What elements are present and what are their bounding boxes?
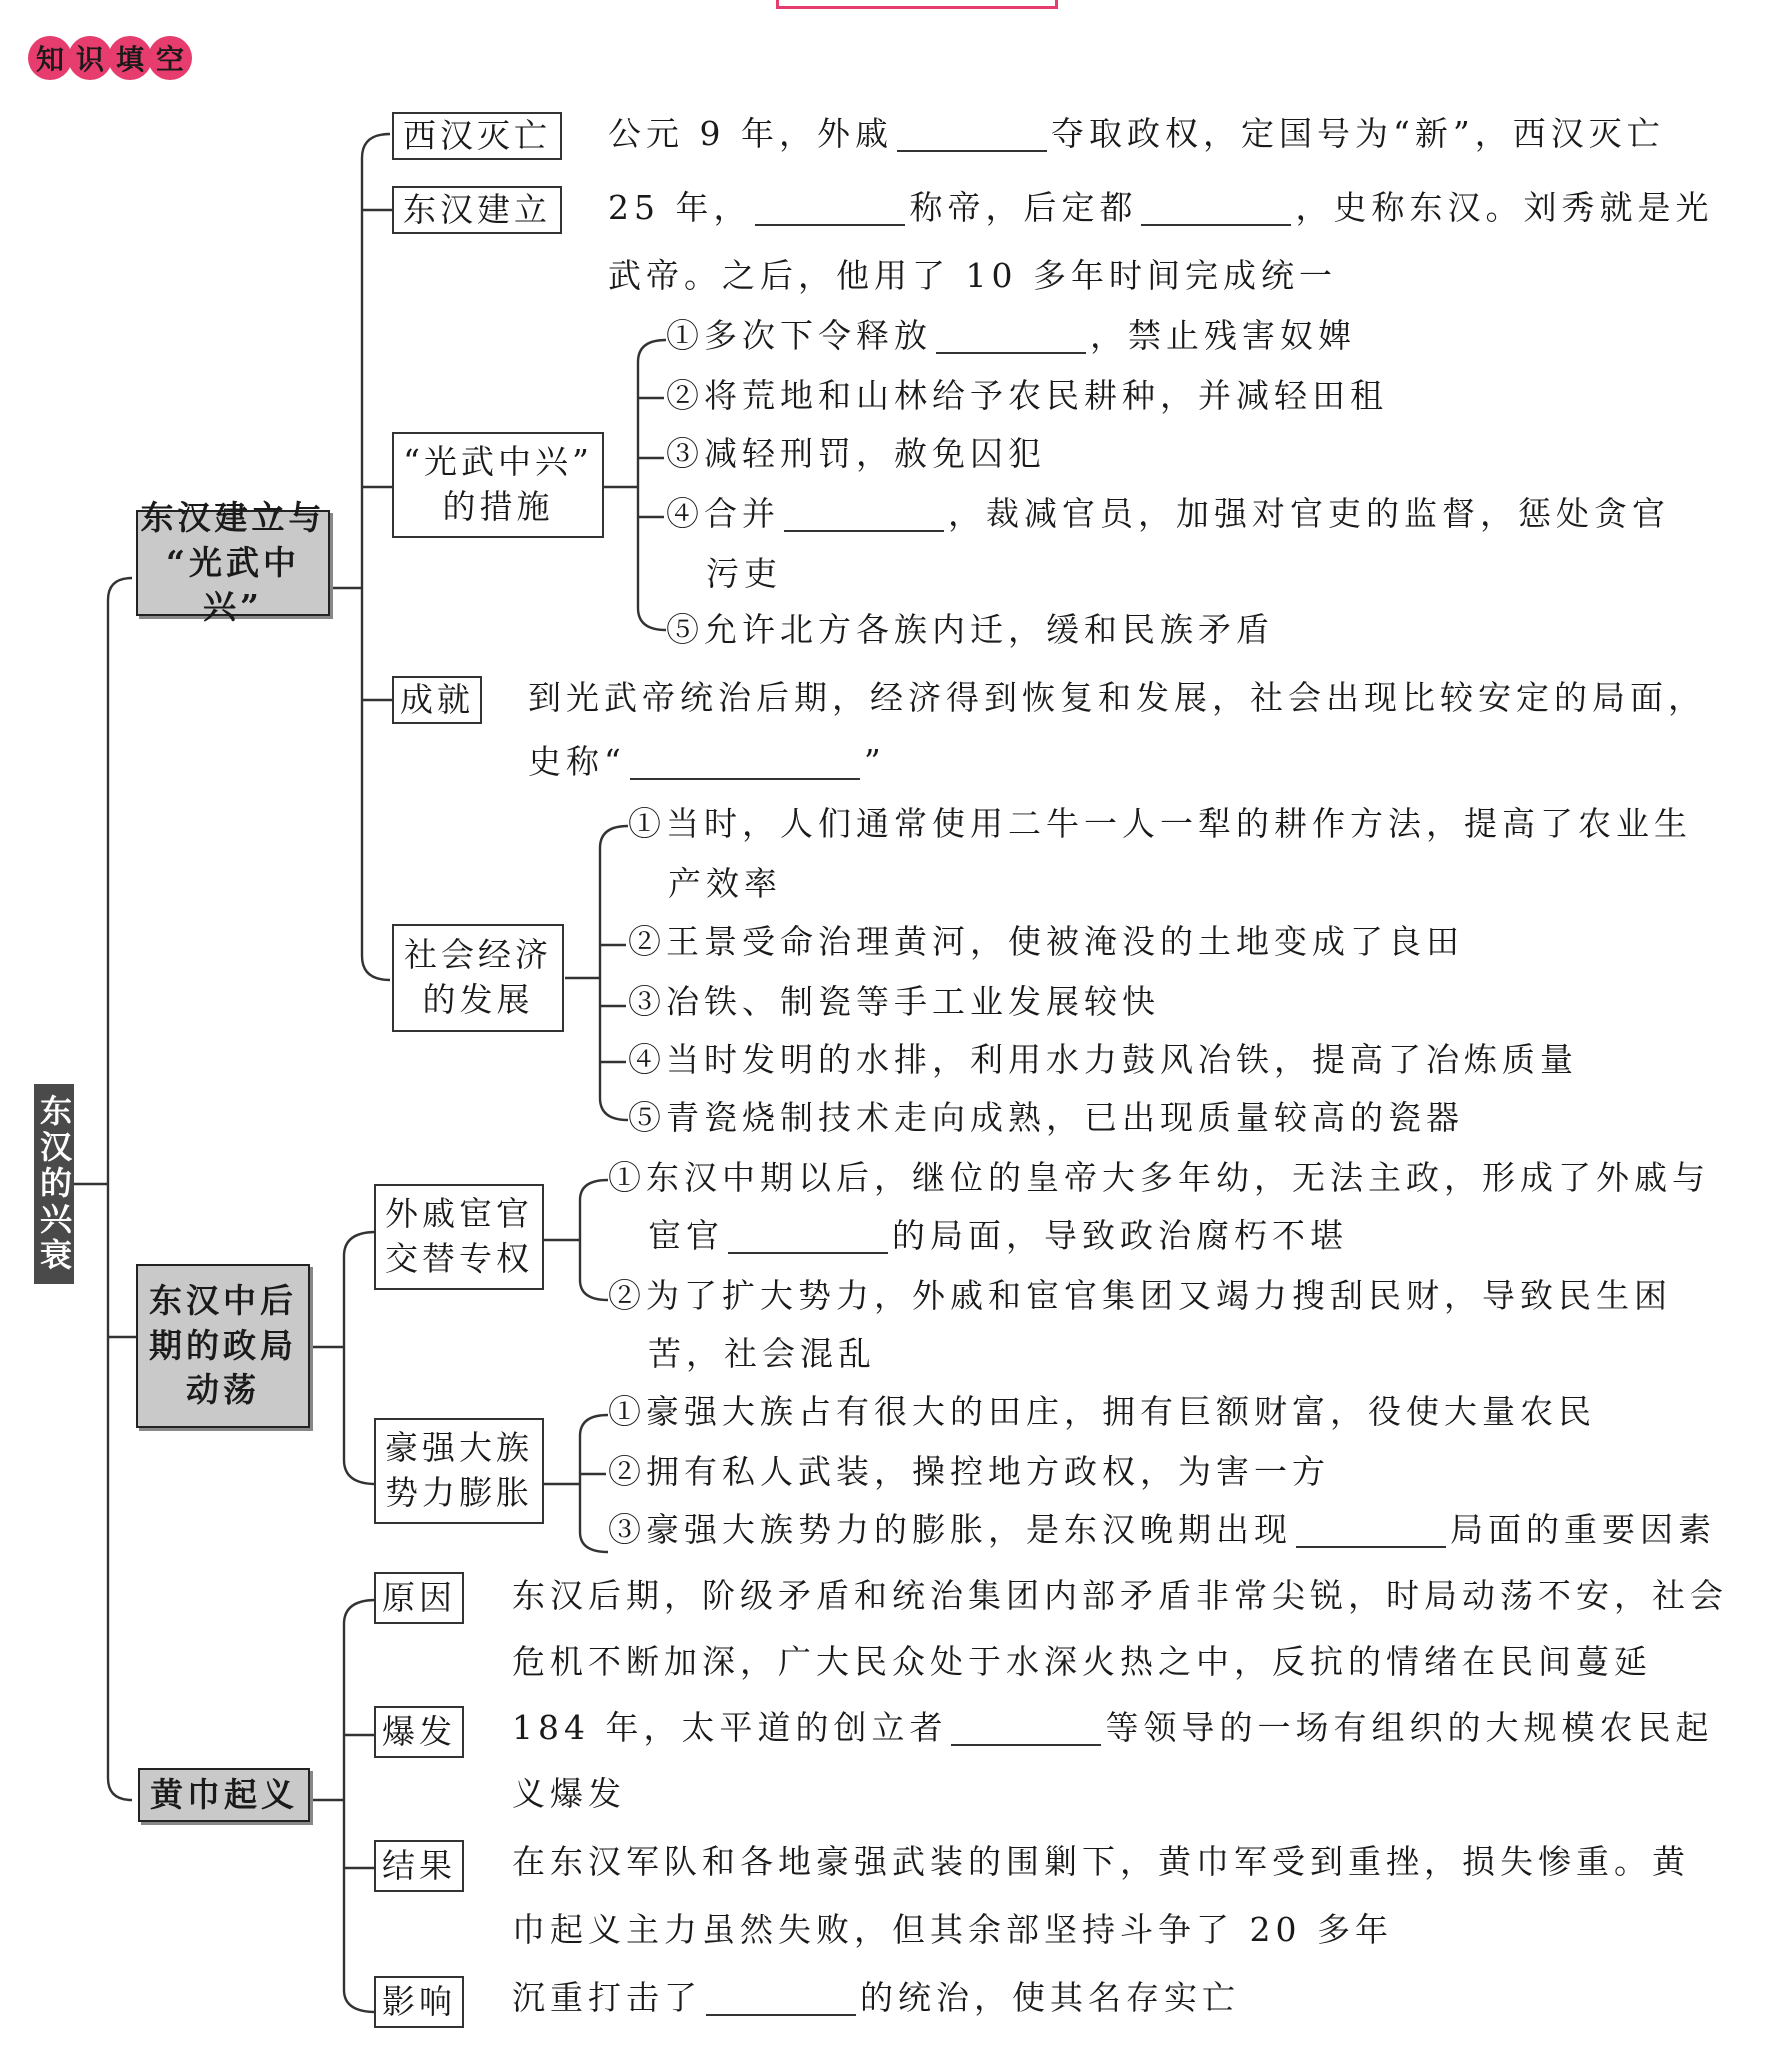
node-label-line: 势力膨胀 <box>385 1473 533 1512</box>
node-label-line: 的发展 <box>422 980 534 1019</box>
node-result: 结果 <box>374 1840 464 1892</box>
node-label-line: 社会经济 <box>404 935 552 975</box>
xihan-text: 公元 9 年，外戚 夺取政权，定国号为“新”，西汉灭亡 <box>608 114 1665 153</box>
blank[interactable] <box>897 120 1047 152</box>
waiqi-item-cont: 苦，社会混乱 <box>648 1334 876 1373</box>
header-char: 识 <box>68 36 112 80</box>
haoqiang-item: ①豪强大族占有很大的田庄，拥有巨额财富，役使大量农民 <box>608 1392 1596 1431</box>
node-outbreak: 爆发 <box>374 1706 464 1758</box>
waiqi-item-cont: 宦官 的局面，导致政治腐朽不堪 <box>648 1216 1348 1255</box>
measure-item: ①多次下令释放 ，禁止残害奴婢 <box>666 316 1356 355</box>
donghan-text-line2: 武帝。之后，他用了 10 多年时间完成统一 <box>608 256 1337 295</box>
outbreak-text-line1: 184 年，太平道的创立者 等领导的一场有组织的大规模农民起 <box>512 1708 1714 1747</box>
section-yellow-turban: 黄巾起义 <box>138 1768 310 1822</box>
measure-item: ⑤允许北方各族内迁，缓和民族矛盾 <box>666 610 1274 649</box>
blank[interactable] <box>784 500 944 532</box>
blank[interactable] <box>951 1714 1101 1746</box>
economy-item: ⑤青瓷烧制技术走向成熟，已出现质量较高的瓷器 <box>628 1098 1464 1137</box>
economy-item: ①当时，人们通常使用二牛一人一犁的耕作方法，提高了农业生 <box>628 804 1692 843</box>
node-label-line: 的措施 <box>442 487 554 526</box>
result-text-line1: 在东汉军队和各地豪强武装的围剿下，黄巾军受到重挫，损失惨重。黄 <box>512 1842 1690 1881</box>
haoqiang-item: ②拥有私人武装，操控地方政权，为害一方 <box>608 1452 1330 1491</box>
root-title: 东汉的兴衰 <box>34 1084 74 1284</box>
waiqi-item: ②为了扩大势力，外戚和宦官集团又竭力搜刮民财，导致民生困 <box>608 1276 1672 1315</box>
blank[interactable] <box>1296 1516 1446 1548</box>
achievement-text-line1: 到光武帝统治后期，经济得到恢复和发展，社会出现比较安定的局面， <box>528 678 1706 717</box>
section-header-badge <box>28 36 188 80</box>
node-haoqiang <box>374 1418 544 1524</box>
cause-text-line2: 危机不断加深，广大民众处于水深火热之中，反抗的情绪在民间蔓延 <box>512 1642 1652 1681</box>
donghan-text-line1: 25 年， 称帝，后定都 ，史称东汉。刘秀就是光 <box>608 188 1714 227</box>
blank[interactable] <box>728 1222 888 1254</box>
outbreak-text-line2: 义爆发 <box>512 1774 626 1813</box>
header-char: 空 <box>148 36 192 80</box>
measure-item-cont: 污吏 <box>706 554 782 593</box>
section-turmoil <box>136 1264 310 1428</box>
section-label-line: 动荡 <box>186 1370 260 1410</box>
node-impact: 影响 <box>374 1976 464 2028</box>
measure-item: ③减轻刑罚，赦免囚犯 <box>666 434 1046 473</box>
node-measures <box>392 432 604 538</box>
section-label-line: 期的政局 <box>149 1325 297 1365</box>
node-xihan-fall: 西汉灭亡 <box>392 112 562 160</box>
section-label-line: 东汉中后 <box>149 1281 297 1321</box>
waiqi-item: ①东汉中期以后，继位的皇帝大多年幼，无法主政，形成了外戚与 <box>608 1158 1710 1197</box>
node-label-line: 外戚宦官 <box>385 1194 533 1234</box>
section-label-line: 东汉建立与 <box>140 498 326 538</box>
node-waiqi-huanguan <box>374 1184 544 1290</box>
economy-item: ③冶铁、制瓷等手工业发展较快 <box>628 982 1160 1021</box>
achievement-text-line2: 史称“ ” <box>528 742 886 781</box>
impact-text: 沉重打击了 的统治，使其名存实亡 <box>512 1978 1240 2017</box>
node-economy <box>392 924 564 1032</box>
blank[interactable] <box>1141 194 1291 226</box>
node-donghan-founding: 东汉建立 <box>392 186 562 234</box>
section-founding <box>136 498 330 627</box>
header-char: 填 <box>108 36 152 80</box>
measure-item: ④合并 ，裁减官员，加强对官吏的监督，惩处贪官 <box>666 494 1670 533</box>
blank[interactable] <box>936 322 1086 354</box>
blank[interactable] <box>755 194 905 226</box>
result-text-line2: 巾起义主力虽然失败，但其余部坚持斗争了 20 多年 <box>512 1910 1393 1949</box>
blank[interactable] <box>706 1984 856 2016</box>
section-label-line: “光武中兴” <box>166 542 300 627</box>
node-label-line: “光武中兴” <box>403 442 593 482</box>
node-label-line: 豪强大族 <box>385 1428 533 1468</box>
top-decoration <box>776 0 1058 9</box>
blank[interactable] <box>630 748 860 780</box>
economy-item-cont: 产效率 <box>668 864 782 903</box>
economy-item: ④当时发明的水排，利用水力鼓风冶铁，提高了冶炼质量 <box>628 1040 1578 1079</box>
measure-item: ②将荒地和山林给予农民耕种，并减轻田租 <box>666 376 1388 415</box>
node-label-line: 交替专权 <box>385 1239 533 1278</box>
node-cause: 原因 <box>374 1572 464 1624</box>
node-achievement: 成就 <box>392 676 482 724</box>
haoqiang-item: ③豪强大族势力的膨胀，是东汉晚期出现 局面的重要因素 <box>608 1510 1716 1549</box>
economy-item: ②王景受命治理黄河，使被淹没的土地变成了良田 <box>628 922 1464 961</box>
cause-text-line1: 东汉后期，阶级矛盾和统治集团内部矛盾非常尖锐，时局动荡不安，社会 <box>512 1576 1728 1615</box>
header-char: 知 <box>28 36 72 80</box>
